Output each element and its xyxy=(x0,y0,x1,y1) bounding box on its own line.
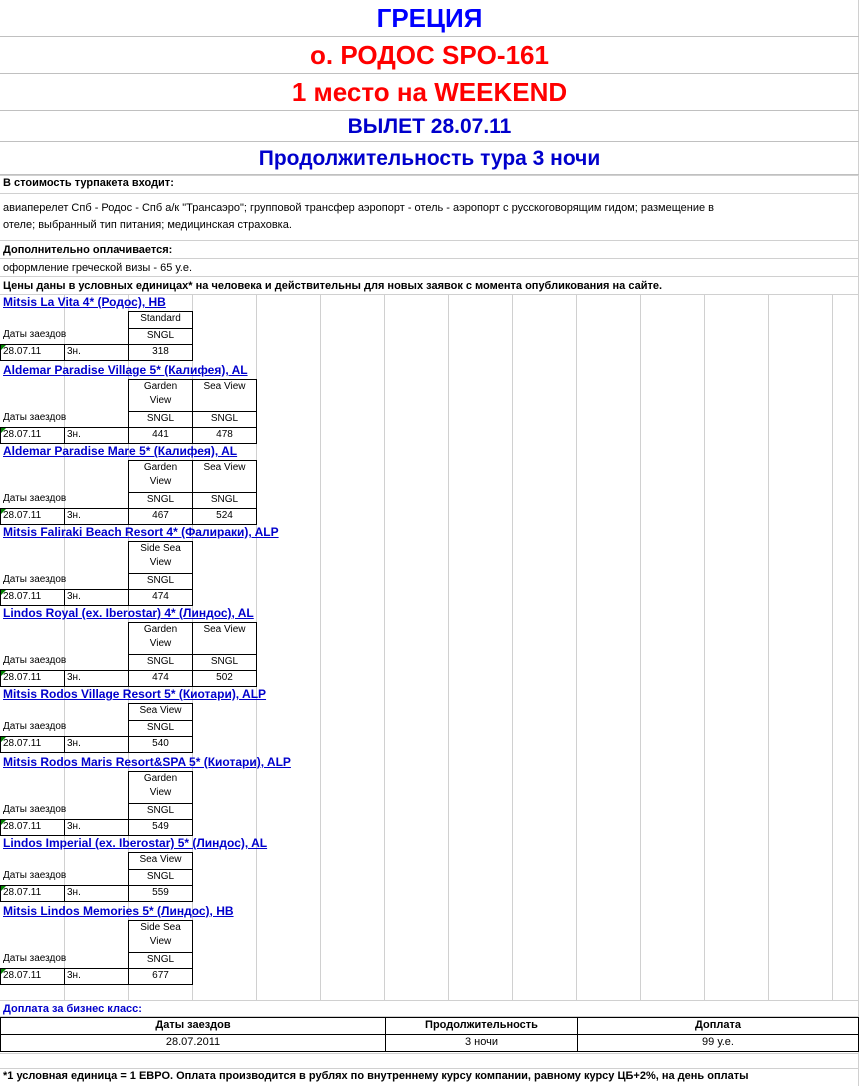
business-col-surcharge: Доплата xyxy=(577,1017,859,1035)
price-cell: 441 xyxy=(128,427,193,444)
extra-text: оформление греческой визы - 65 у.е. xyxy=(3,262,193,274)
nights-cell: 3н. xyxy=(64,508,129,525)
dates-label: Даты заездов xyxy=(3,412,67,423)
hotel-name-link[interactable]: Aldemar Paradise Village 5* (Калифея), AL xyxy=(3,363,248,377)
cell-comment-marker xyxy=(1,820,6,825)
cell-comment-marker xyxy=(1,509,6,514)
hotel-name-link[interactable]: Aldemar Paradise Mare 5* (Калифея), AL xyxy=(3,444,238,458)
dates-label: Даты заездов xyxy=(3,870,67,881)
sngl-cell: SNGL xyxy=(192,492,257,509)
extra-title: Дополнительно оплачивается: xyxy=(3,244,173,256)
room-type-cell xyxy=(128,703,193,721)
price-cell: 540 xyxy=(128,736,193,753)
price-cell: 467 xyxy=(128,508,193,525)
hotel-name-link[interactable]: Mitsis Lindos Memories 5* (Линдос), HB xyxy=(3,904,234,918)
date-cell: 28.07.11 xyxy=(0,736,65,753)
footnote: *1 условная единица = 1 ЕВРО. Оплата производится в рублях по внутреннему курсу компании, равному курсу ЦБ+2%, на день оплаты xyxy=(3,1070,749,1082)
room-type-line-1: Sea View xyxy=(203,624,246,635)
date-cell: 28.07.11 xyxy=(0,508,65,525)
room-type-cell xyxy=(192,460,257,493)
cell-comment-marker xyxy=(1,886,6,891)
room-type-cell xyxy=(128,622,193,655)
sngl-cell: SNGL xyxy=(128,952,193,969)
room-type-line-1: Garden xyxy=(143,624,178,635)
room-type-line-2: View xyxy=(149,936,172,947)
nights-cell: 3н. xyxy=(64,589,129,606)
hotel-name-link[interactable]: Mitsis Rodos Village Resort 5* (Киотари), ALP xyxy=(3,687,267,701)
nights-cell: 3н. xyxy=(64,819,129,836)
room-type-line-2: View xyxy=(149,557,172,568)
sngl-cell: SNGL xyxy=(128,492,193,509)
hotel-name-link[interactable]: Mitsis Faliraki Beach Resort 4* (Фалираки), ALP xyxy=(3,525,279,539)
date-cell: 28.07.11 xyxy=(0,885,65,902)
nights-cell: 3н. xyxy=(64,736,129,753)
sngl-cell: SNGL xyxy=(128,573,193,590)
room-type-cell xyxy=(128,852,193,870)
sngl-cell: SNGL xyxy=(128,654,193,671)
offer-subtitle: 1 место на WEEKEND xyxy=(0,74,859,111)
sngl-cell: SNGL xyxy=(128,869,193,886)
price-cell: 559 xyxy=(128,885,193,902)
room-type-cell xyxy=(128,541,193,574)
room-type-line-1: Sea View xyxy=(203,381,246,392)
price-cell: 549 xyxy=(128,819,193,836)
sngl-cell: SNGL xyxy=(128,720,193,737)
price-cell: 318 xyxy=(128,344,193,361)
business-val-duration: 3 ночи xyxy=(385,1034,578,1052)
tour-duration: Продолжительность тура 3 ночи xyxy=(0,142,859,175)
hotel-name-link[interactable]: Lindos Royal (ex. Iberostar) 4* (Линдос), AL xyxy=(3,606,254,620)
hotel-name-link[interactable]: Mitsis Rodos Maris Resort&SPA 5* (Киотари), ALP xyxy=(3,755,291,769)
price-cell: 478 xyxy=(192,427,257,444)
room-type-line-2: View xyxy=(149,476,172,487)
cell-comment-marker xyxy=(1,345,6,350)
nights-cell: 3н. xyxy=(64,344,129,361)
room-type-line-1: Sea View xyxy=(203,462,246,473)
price-cell: 502 xyxy=(192,670,257,687)
includes-line-1: авиаперелет Спб - Родос - Спб а/к "Трансаэро"; групповой трансфер аэропорт - отель - аэропорт с русскоговорящим гидом; размещение в xyxy=(3,202,714,214)
date-cell: 28.07.11 xyxy=(0,344,65,361)
price-cell: 474 xyxy=(128,589,193,606)
room-type-line-1: Standard xyxy=(140,313,181,324)
room-type-cell xyxy=(128,379,193,412)
dates-label: Даты заездов xyxy=(3,329,67,340)
hotel-name-link[interactable]: Mitsis La Vita 4* (Родос), HB xyxy=(3,295,166,309)
date-cell: 28.07.11 xyxy=(0,819,65,836)
cell-comment-marker xyxy=(1,969,6,974)
room-type-cell xyxy=(128,920,193,953)
sngl-cell: SNGL xyxy=(128,328,193,345)
business-val-dates: 28.07.2011 xyxy=(0,1034,386,1052)
room-type-line-1: Garden xyxy=(143,773,178,784)
room-type-cell xyxy=(128,771,193,804)
dates-label: Даты заездов xyxy=(3,574,67,585)
room-type-line-1: Side Sea xyxy=(140,543,181,554)
price-cell: 524 xyxy=(192,508,257,525)
dates-label: Даты заездов xyxy=(3,953,67,964)
nights-cell: 3н. xyxy=(64,885,129,902)
nights-cell: 3н. xyxy=(64,670,129,687)
business-val-surcharge: 99 у.е. xyxy=(577,1034,859,1052)
cell-comment-marker xyxy=(1,590,6,595)
room-type-cell xyxy=(128,311,193,329)
date-cell: 28.07.11 xyxy=(0,670,65,687)
room-type-line-1: Garden xyxy=(143,381,178,392)
dates-label: Даты заездов xyxy=(3,721,67,732)
room-type-line-2: View xyxy=(149,638,172,649)
room-type-line-1: Garden xyxy=(143,462,178,473)
country-title: ГРЕЦИЯ xyxy=(0,0,859,37)
business-col-dates: Даты заездов xyxy=(0,1017,386,1035)
cell-comment-marker xyxy=(1,737,6,742)
prices-note: Цены даны в условных единицах* на человека и действительны для новых заявок с момента опубликования на сайте. xyxy=(3,280,663,292)
room-type-line-2: View xyxy=(149,395,172,406)
room-type-line-2: View xyxy=(149,787,172,798)
price-cell: 474 xyxy=(128,670,193,687)
room-type-cell xyxy=(192,379,257,412)
cell-comment-marker xyxy=(1,671,6,676)
sngl-cell: SNGL xyxy=(128,803,193,820)
room-type-cell xyxy=(192,622,257,655)
hotel-name-link[interactable]: Lindos Imperial (ex. Iberostar) 5* (Линдос), AL xyxy=(3,836,268,850)
dates-label: Даты заездов xyxy=(3,493,67,504)
includes-line-2: отеле; выбранный тип питания; медицинская страховка. xyxy=(3,219,292,231)
date-cell: 28.07.11 xyxy=(0,968,65,985)
date-cell: 28.07.11 xyxy=(0,589,65,606)
date-cell: 28.07.11 xyxy=(0,427,65,444)
cell-comment-marker xyxy=(1,428,6,433)
dates-label: Даты заездов xyxy=(3,655,67,666)
business-title: Доплата за бизнес класс: xyxy=(3,1003,142,1015)
nights-cell: 3н. xyxy=(64,427,129,444)
sngl-cell: SNGL xyxy=(128,411,193,428)
business-col-duration: Продолжительность xyxy=(385,1017,578,1035)
sngl-cell: SNGL xyxy=(192,411,257,428)
departure-date: ВЫЛЕТ 28.07.11 xyxy=(0,111,859,142)
room-type-line-1: Side Sea xyxy=(140,922,181,933)
nights-cell: 3н. xyxy=(64,968,129,985)
room-type-cell xyxy=(128,460,193,493)
offer-title: о. РОДОС SPO-161 xyxy=(0,37,859,74)
sngl-cell: SNGL xyxy=(192,654,257,671)
dates-label: Даты заездов xyxy=(3,804,67,815)
includes-title: В стоимость турпакета входит: xyxy=(3,177,174,189)
price-cell: 677 xyxy=(128,968,193,985)
room-type-line-1: Sea View xyxy=(139,854,182,865)
room-type-line-1: Sea View xyxy=(139,705,182,716)
